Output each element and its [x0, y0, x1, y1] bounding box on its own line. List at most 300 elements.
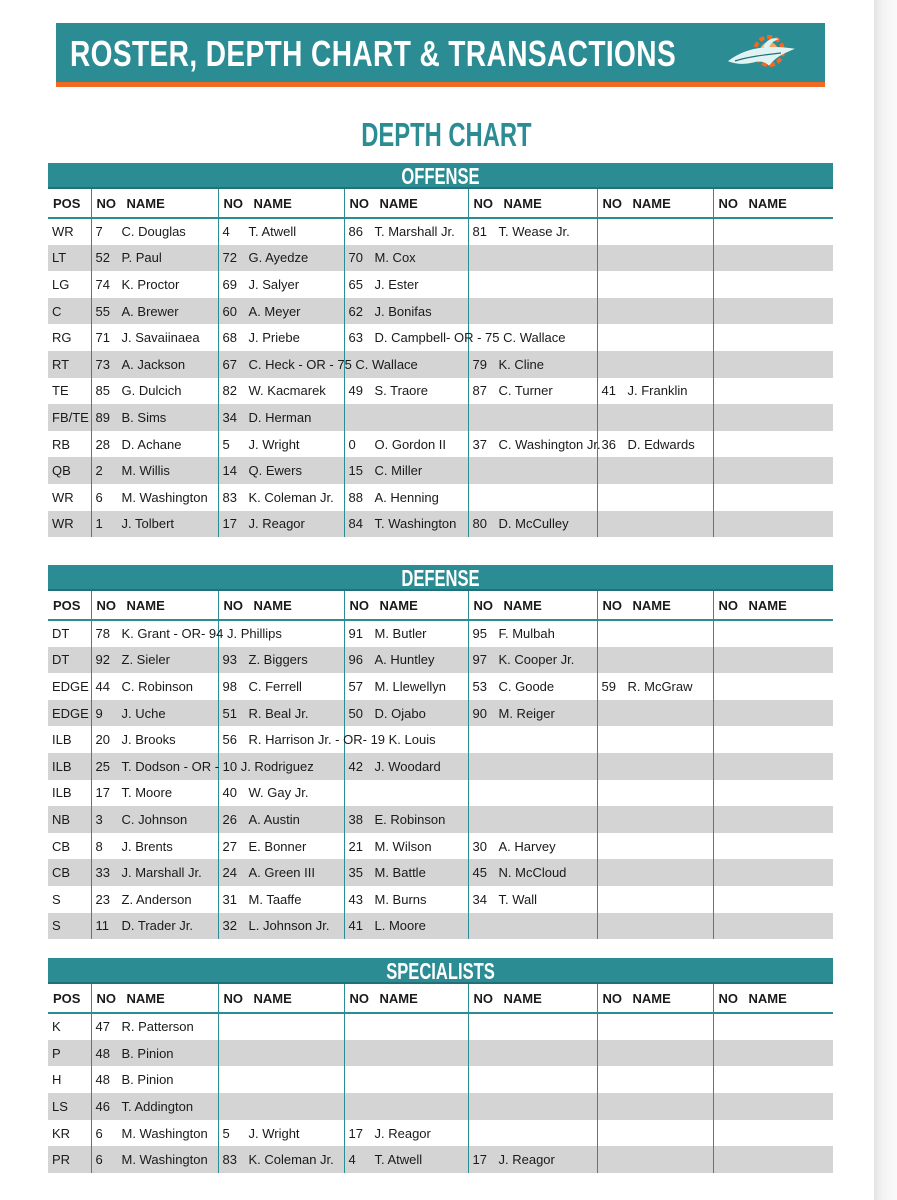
column-header-no: NO — [96, 195, 116, 211]
column-header-depth-1 — [91, 984, 218, 1013]
column-header-depth-2 — [218, 984, 344, 1013]
depth-slot-1 — [91, 484, 218, 511]
depth-slot-6 — [713, 298, 833, 325]
depth-slot-2 — [218, 673, 344, 700]
depth-slot-5 — [597, 431, 713, 458]
depth-slot-5 — [597, 806, 713, 833]
table-row — [48, 1146, 833, 1173]
depth-slot-5 — [597, 833, 713, 860]
position-cell: WR — [48, 511, 91, 538]
depth-slot-1 — [91, 351, 218, 378]
column-header-name: NAME — [126, 597, 165, 613]
depth-slot-4 — [468, 431, 601, 458]
player-name: K. Cooper Jr. — [498, 652, 575, 668]
depth-slot-5 — [597, 1040, 713, 1067]
depth-slot-5 — [597, 457, 713, 484]
player-name: J. Marshall Jr. — [121, 865, 202, 881]
column-header-name: NAME — [503, 195, 542, 211]
position-cell: NB — [48, 806, 91, 833]
header-accent-stripe — [56, 82, 825, 87]
depth-slot-2 — [218, 298, 344, 325]
depth-slot-3 — [344, 378, 468, 405]
table-row — [48, 1120, 833, 1147]
jersey-number: 14 — [222, 463, 237, 479]
player-name: J. Franklin — [627, 383, 688, 399]
jersey-number: 30 — [472, 838, 487, 854]
depth-slot-6 — [713, 271, 833, 298]
jersey-number: 41 — [601, 383, 616, 399]
table-row — [48, 245, 833, 272]
table-row — [48, 351, 833, 378]
player-name: A. Meyer — [248, 303, 301, 319]
depth-slot-1 — [91, 1013, 218, 1040]
column-header-no: NO — [473, 597, 493, 613]
column-header-name: NAME — [379, 597, 418, 613]
depth-slot-5 — [597, 673, 713, 700]
position-cell: H — [52, 1072, 62, 1088]
depth-slot-1 — [91, 271, 218, 298]
jersey-number: 1 — [95, 516, 103, 532]
column-header-row — [48, 591, 833, 620]
jersey-number: 2 — [95, 463, 103, 479]
depth-slot-4 — [468, 484, 597, 511]
depth-slot-3 — [344, 886, 468, 913]
jersey-number: 97 — [472, 652, 487, 668]
jersey-number: 45 — [472, 865, 487, 881]
player-name: T. Moore — [121, 785, 173, 801]
jersey-number: 57 — [348, 678, 363, 694]
player-name: A. Brewer — [121, 303, 179, 319]
jersey-number: 90 — [472, 705, 487, 721]
specialists-title-bar — [48, 958, 833, 984]
jersey-number: 69 — [222, 276, 237, 292]
player-name: J. Tolbert — [121, 516, 175, 532]
depth-slot-2 — [218, 859, 344, 886]
depth-slot-4 — [468, 673, 597, 700]
jersey-number: 15 — [348, 463, 363, 479]
depth-slot-6 — [713, 886, 833, 913]
depth-slot-1 — [91, 218, 218, 245]
column-header-depth-4 — [468, 591, 597, 620]
player-name: A. Huntley — [374, 652, 435, 668]
depth-slot-6 — [713, 431, 833, 458]
defense-title: DEFENSE — [401, 565, 480, 591]
jersey-number: 60 — [222, 303, 237, 319]
table-row — [48, 484, 833, 511]
depth-slot-3 — [344, 298, 468, 325]
jersey-number: 56 — [222, 732, 237, 748]
player-name: A. Henning — [374, 489, 439, 505]
depth-slot-4 — [468, 404, 597, 431]
column-header-no: NO — [718, 195, 738, 211]
depth-slot-1 — [91, 753, 314, 780]
jersey-number: 7 — [95, 224, 103, 240]
column-header-depth-5 — [597, 984, 713, 1013]
player-name: E. Robinson — [374, 811, 446, 827]
depth-slot-6 — [713, 1040, 833, 1067]
depth-slot-6 — [713, 833, 833, 860]
depth-slot-3 — [344, 1146, 468, 1173]
depth-slot-6 — [713, 484, 833, 511]
jersey-number: 74 — [95, 276, 110, 292]
depth-slot-2 — [218, 1013, 344, 1040]
depth-slot-1 — [91, 1066, 218, 1093]
depth-slot-6 — [713, 457, 833, 484]
offense-depth-table — [48, 189, 833, 537]
column-header-no: NO — [602, 195, 622, 211]
player-name: J. Reagor — [248, 516, 305, 532]
depth-slot-6 — [713, 620, 833, 647]
player-name: D. Campbell- OR - 75 C. Wallace — [374, 330, 566, 346]
table-row — [48, 673, 833, 700]
depth-slot-1 — [91, 726, 218, 753]
jersey-number: 36 — [601, 436, 616, 452]
jersey-number: 17 — [222, 516, 237, 532]
depth-slot-2 — [218, 511, 344, 538]
position-cell: K — [52, 1019, 61, 1035]
jersey-number: 70 — [348, 250, 363, 266]
player-name: K. Coleman Jr. — [248, 489, 334, 505]
depth-slot-6 — [713, 1093, 833, 1120]
depth-slot-6 — [713, 1120, 833, 1147]
player-name: C. Washington Jr. — [498, 436, 601, 452]
column-header-no: NO — [96, 597, 116, 613]
column-header-no: NO — [223, 990, 243, 1006]
jersey-number: 41 — [348, 918, 363, 934]
column-header-name: NAME — [379, 195, 418, 211]
jersey-number: 31 — [222, 891, 237, 907]
depth-slot-6 — [713, 673, 833, 700]
depth-slot-3 — [344, 673, 468, 700]
depth-slot-6 — [713, 753, 833, 780]
column-header-no: NO — [223, 597, 243, 613]
depth-slot-3 — [344, 1120, 468, 1147]
depth-slot-3 — [344, 1066, 468, 1093]
position-cell: S — [48, 913, 91, 940]
column-header-depth-2 — [218, 591, 344, 620]
depth-slot-6 — [713, 913, 833, 940]
table-row — [48, 378, 833, 405]
position-cell: LT — [48, 245, 91, 272]
jersey-number: 95 — [472, 626, 487, 642]
jersey-number: 67 — [222, 356, 237, 372]
player-name: O. Gordon II — [374, 436, 447, 452]
table-row — [48, 431, 833, 458]
player-name: A. Green III — [248, 865, 315, 881]
player-name: J. Ester — [374, 276, 419, 292]
depth-slot-6 — [713, 404, 833, 431]
depth-slot-3 — [344, 245, 468, 272]
depth-slot-6 — [713, 700, 833, 727]
depth-slot-2 — [218, 378, 344, 405]
player-name: J. Salyer — [248, 276, 300, 292]
depth-slot-1 — [91, 620, 282, 647]
jersey-number: 78 — [95, 626, 110, 642]
player-name: T. Addington — [121, 1098, 194, 1114]
jersey-number: 24 — [222, 865, 237, 881]
depth-slot-5 — [597, 726, 713, 753]
depth-slot-4 — [468, 1120, 597, 1147]
jersey-number: 81 — [472, 224, 487, 240]
column-header-pos: POS — [48, 189, 91, 218]
table-row — [48, 913, 833, 940]
depth-slot-2 — [218, 218, 344, 245]
depth-slot-1 — [91, 780, 218, 807]
player-name: C. Robinson — [121, 678, 194, 694]
jersey-number: 68 — [222, 330, 237, 346]
depth-slot-3 — [344, 913, 468, 940]
column-header-no: NO — [473, 990, 493, 1006]
jersey-number: 79 — [472, 356, 487, 372]
player-name: G. Ayedze — [248, 250, 309, 266]
table-row — [48, 271, 833, 298]
jersey-number: 53 — [472, 678, 487, 694]
depth-slot-5 — [597, 753, 713, 780]
depth-slot-1 — [91, 673, 218, 700]
table-row — [48, 1040, 833, 1067]
depth-slot-2 — [218, 324, 344, 351]
jersey-number: 92 — [95, 652, 110, 668]
column-header-depth-4 — [468, 189, 597, 218]
jersey-number: 40 — [222, 785, 237, 801]
player-name: D. Achane — [121, 436, 182, 452]
defense-title-bar — [48, 565, 833, 591]
jersey-number: 48 — [95, 1045, 110, 1061]
table-row — [48, 457, 833, 484]
depth-slot-3 — [344, 404, 468, 431]
jersey-number: 42 — [348, 758, 363, 774]
player-name: D. Herman — [248, 409, 312, 425]
depth-slot-3 — [344, 780, 468, 807]
jersey-number: 6 — [95, 1152, 103, 1168]
table-row — [48, 833, 833, 860]
column-header-depth-6 — [713, 984, 833, 1013]
jersey-number: 3 — [95, 811, 103, 827]
depth-slot-2 — [218, 351, 418, 378]
depth-slot-2 — [218, 780, 344, 807]
jersey-number: 83 — [222, 489, 237, 505]
jersey-number: 20 — [95, 732, 110, 748]
player-name: R. Beal Jr. — [248, 705, 309, 721]
depth-slot-5 — [597, 218, 713, 245]
position-cell: CB — [48, 859, 91, 886]
depth-slot-4 — [468, 1066, 597, 1093]
depth-slot-6 — [713, 378, 833, 405]
table-row — [48, 1066, 833, 1093]
depth-slot-3 — [344, 1093, 468, 1120]
depth-slot-1 — [91, 298, 218, 325]
depth-slot-1 — [91, 245, 218, 272]
column-header-no: NO — [718, 597, 738, 613]
depth-slot-5 — [597, 1013, 713, 1040]
player-name: T. Marshall Jr. — [374, 224, 455, 240]
page-edge — [874, 0, 897, 1200]
depth-slot-1 — [91, 647, 218, 674]
depth-slot-2 — [218, 886, 344, 913]
depth-slot-5 — [597, 351, 713, 378]
position-cell: ILB — [52, 732, 72, 748]
depth-slot-6 — [713, 218, 833, 245]
depth-slot-3 — [344, 511, 468, 538]
player-name: N. McCloud — [498, 865, 567, 881]
depth-slot-5 — [597, 780, 713, 807]
jersey-number: 32 — [222, 918, 237, 934]
column-header-name: NAME — [253, 597, 292, 613]
depth-slot-4 — [468, 1013, 597, 1040]
depth-slot-5 — [597, 298, 713, 325]
table-row — [48, 859, 833, 886]
position-cell: PR — [48, 1146, 91, 1173]
player-name: T. Atwell — [374, 1152, 423, 1168]
jersey-number: 33 — [95, 865, 110, 881]
jersey-number: 34 — [222, 409, 237, 425]
position-cell: TE — [52, 383, 69, 399]
player-name: B. Pinion — [121, 1072, 174, 1088]
jersey-number: 80 — [472, 516, 487, 532]
depth-slot-5 — [597, 1093, 713, 1120]
column-header-depth-3 — [344, 189, 468, 218]
player-name: J. Brooks — [121, 732, 176, 748]
column-header-depth-6 — [713, 189, 833, 218]
column-header-depth-1 — [91, 591, 218, 620]
position-cell: EDGE — [52, 678, 89, 694]
player-name: T. Atwell — [248, 224, 297, 240]
jersey-number: 84 — [348, 516, 363, 532]
player-name: D. McCulley — [498, 516, 569, 532]
player-name: M. Battle — [374, 865, 426, 881]
column-header-name: NAME — [748, 195, 787, 211]
jersey-number: 28 — [95, 436, 110, 452]
column-header-depth-5 — [597, 591, 713, 620]
jersey-number: 82 — [222, 383, 237, 399]
player-name: M. Burns — [374, 891, 427, 907]
column-header-depth-5 — [597, 189, 713, 218]
column-header-name: NAME — [253, 195, 292, 211]
player-name: J. Brents — [121, 838, 173, 854]
jersey-number: 55 — [95, 303, 110, 319]
column-header-name: NAME — [748, 597, 787, 613]
player-name: M. Wilson — [374, 838, 432, 854]
jersey-number: 73 — [95, 356, 110, 372]
player-name: J. Bonifas — [374, 303, 432, 319]
depth-slot-2 — [218, 1093, 344, 1120]
jersey-number: 65 — [348, 276, 363, 292]
jersey-number: 88 — [348, 489, 363, 505]
position-cell: RT — [48, 351, 91, 378]
jersey-number: 8 — [95, 838, 103, 854]
jersey-number: 26 — [222, 811, 237, 827]
depth-slot-4 — [468, 726, 597, 753]
player-name: M. Llewellyn — [374, 678, 447, 694]
position-cell: CB — [52, 838, 71, 854]
depth-slot-1 — [91, 457, 218, 484]
player-name: T. Wease Jr. — [498, 224, 570, 240]
depth-slot-6 — [713, 1146, 833, 1173]
depth-slot-2 — [218, 1120, 344, 1147]
jersey-number: 21 — [348, 838, 363, 854]
depth-slot-1 — [91, 511, 218, 538]
column-header-no: NO — [96, 990, 116, 1006]
depth-slot-6 — [713, 726, 833, 753]
player-name: A. Austin — [248, 811, 300, 827]
depth-slot-1 — [91, 324, 218, 351]
depth-slot-2 — [218, 457, 344, 484]
player-name: T. Dodson - OR - 10 J. Rodriguez — [121, 758, 314, 774]
depth-slot-3 — [344, 457, 468, 484]
player-name: C. Ferrell — [248, 678, 302, 694]
column-header-depth-3 — [344, 984, 468, 1013]
depth-slot-6 — [713, 647, 833, 674]
depth-slot-2 — [218, 1146, 344, 1173]
player-name: K. Proctor — [121, 276, 180, 292]
player-name: L. Moore — [374, 918, 426, 934]
column-header-row — [48, 984, 833, 1013]
depth-slot-3 — [344, 271, 468, 298]
player-name: D. Edwards — [627, 436, 695, 452]
jersey-number: 23 — [95, 891, 110, 907]
depth-slot-5 — [597, 511, 713, 538]
table-row — [48, 753, 833, 780]
player-name: B. Pinion — [121, 1045, 174, 1061]
position-cell: P — [48, 1040, 91, 1067]
depth-slot-5 — [597, 1120, 713, 1147]
depth-slot-2 — [218, 700, 344, 727]
player-name: J. Woodard — [374, 758, 441, 774]
player-name: W. Kacmarek — [248, 383, 326, 399]
table-row — [48, 780, 833, 807]
depth-slot-2 — [218, 913, 344, 940]
depth-slot-3 — [344, 324, 566, 351]
dolphins-logo-icon — [723, 27, 803, 79]
table-row — [48, 298, 833, 325]
column-header-depth-4 — [468, 984, 597, 1013]
jersey-number: 17 — [472, 1152, 487, 1168]
table-row — [48, 700, 833, 727]
player-name: T. Wall — [498, 891, 538, 907]
depth-slot-4 — [468, 1146, 597, 1173]
jersey-number: 86 — [348, 224, 363, 240]
column-header-name: NAME — [503, 597, 542, 613]
column-header-row — [48, 189, 833, 218]
column-header-no: NO — [602, 990, 622, 1006]
table-row — [48, 218, 833, 245]
jersey-number: 72 — [222, 250, 237, 266]
table-row — [48, 620, 833, 647]
jersey-number: 49 — [348, 383, 363, 399]
column-header-name: NAME — [126, 195, 165, 211]
column-header-depth-3 — [344, 591, 468, 620]
column-header-name: NAME — [632, 195, 671, 211]
column-header-name: NAME — [126, 990, 165, 1006]
player-name: Z. Sieler — [121, 652, 170, 668]
jersey-number: 37 — [472, 436, 487, 452]
player-name: W. Gay Jr. — [248, 785, 309, 801]
position-cell: DT — [52, 626, 70, 642]
jersey-number: 43 — [348, 891, 363, 907]
column-header-name: NAME — [632, 990, 671, 1006]
depth-slot-6 — [713, 780, 833, 807]
player-name: F. Mulbah — [498, 626, 555, 642]
depth-slot-3 — [344, 753, 468, 780]
position-cell: WR — [52, 224, 74, 240]
player-name: Q. Ewers — [248, 463, 302, 479]
depth-slot-4 — [468, 1093, 597, 1120]
depth-slot-1 — [91, 700, 218, 727]
depth-slot-3 — [344, 700, 468, 727]
player-name: A. Jackson — [121, 356, 186, 372]
depth-slot-5 — [597, 700, 713, 727]
jersey-number: 4 — [222, 224, 230, 240]
